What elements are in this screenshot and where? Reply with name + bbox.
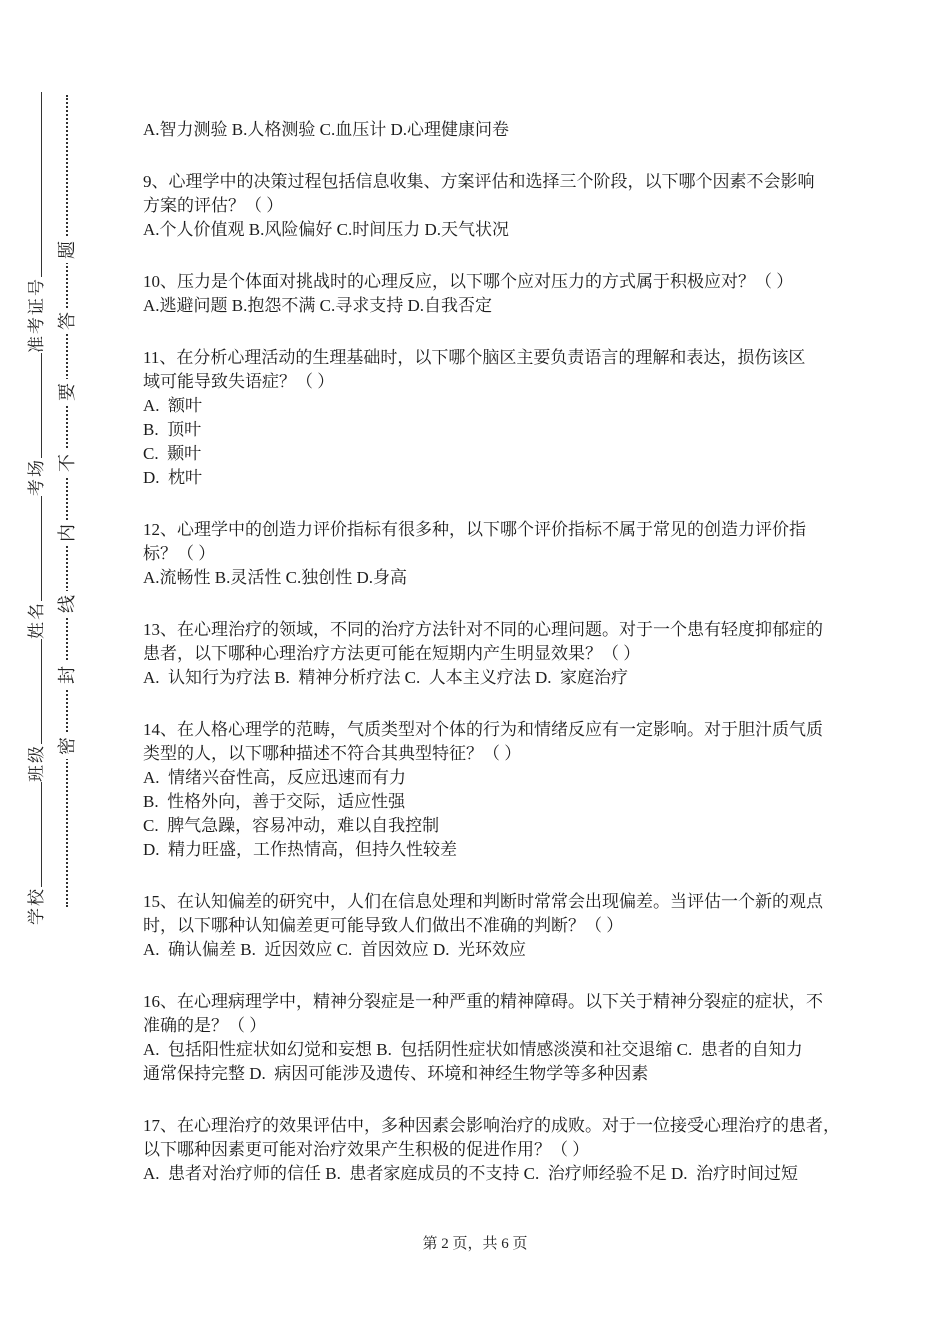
question-text-line: C. 脾气急躁，容易冲动，难以自我控制: [143, 816, 440, 835]
question-text-line: 13、在心理治疗的领域，不同的治疗方法针对不同的心理问题。对于一个患有轻度抑郁症的: [143, 620, 823, 639]
question-text-line: 10、压力是个体面对挑战时的心理反应，以下哪个应对压力的方式属于积极应对？（ ）: [143, 272, 794, 291]
question-text-line: 17、在心理治疗的效果评估中，多种因素会影响治疗的成败。对于一位接受心理治疗的患者，: [143, 1116, 840, 1135]
question-text-line: 类型的人，以下哪种描述不符合其典型特征？（ ）: [143, 744, 522, 763]
question-text-line: 通常保持完整 D. 病因可能涉及遗传、环境和神经生物学等多种因素: [143, 1064, 649, 1083]
question-text-line: B. 顶叶: [143, 420, 202, 439]
question-9: [143, 170, 918, 242]
student-field: [22, 496, 47, 639]
question-17: [143, 1114, 918, 1186]
question-text-line: A. 患者对治疗师的信任 B. 患者家庭成员的不支持 C. 治疗师经验不足 D. 治疗时间过短: [143, 1164, 798, 1183]
question-text-line: 准确的是？（ ）: [143, 1016, 267, 1035]
student-field-label: 考场: [27, 458, 46, 496]
question-text-line: A. 认知行为疗法 B. 精神分析疗法 C. 人本主义疗法 D. 家庭治疗: [143, 668, 628, 687]
question-text-line: 以下哪种因素更可能对治疗效果产生积极的促进作用？（ ）: [143, 1140, 590, 1159]
seal-line-char: 要: [54, 379, 80, 405]
seal-line: [57, 95, 77, 907]
question-13: [143, 618, 918, 690]
question-14: [143, 718, 918, 862]
question-text-line: D. 精力旺盛，工作热情高，但持久性较差: [143, 840, 458, 859]
seal-line-char: 不: [54, 450, 80, 476]
question-text-line: A. 额叶: [143, 396, 203, 415]
question-8-options: [143, 118, 918, 142]
question-text-line: 标？（ ）: [143, 544, 216, 563]
question-text-line: A. 情绪兴奋性高，反应迅速而有力: [143, 768, 407, 787]
student-field: [22, 639, 47, 782]
student-field-blank-line: [24, 782, 42, 887]
questions-area: [143, 118, 918, 1214]
question-text-line: 方案的评估？（ ）: [143, 196, 284, 215]
student-field: [22, 92, 47, 353]
student-info-fields: [22, 25, 48, 925]
question-text-line: A.个人价值观 B.风险偏好 C.时间压力 D.天气状况: [143, 220, 509, 239]
question-text-line: 域可能导致失语症？（ ）: [143, 372, 335, 391]
question-text-line: A.逃避问题 B.抱怨不满 C.寻求支持 D.自我否定: [143, 296, 492, 315]
question-text-line: 11、在分析心理活动的生理基础时，以下哪个脑区主要负责语言的理解和表达，损伤该区: [143, 348, 806, 367]
student-field: [22, 353, 47, 496]
seal-line-char: 线: [54, 591, 80, 617]
question-text-line: 16、在心理病理学中，精神分裂症是一种严重的精神障碍。以下关于精神分裂症的症状，不: [143, 992, 823, 1011]
question-12: [143, 518, 918, 590]
question-text-line: 9、心理学中的决策过程包括信息收集、方案评估和选择三个阶段，以下哪个因素不会影响: [143, 172, 815, 191]
question-text-line: B. 性格外向，善于交际，适应性强: [143, 792, 406, 811]
question-16: [143, 990, 918, 1086]
seal-line-char: 答: [54, 308, 80, 334]
student-field-label: 学校: [27, 887, 46, 925]
question-11: [143, 346, 918, 490]
student-field: [22, 782, 47, 925]
question-text-line: 15、在认知偏差的研究中，人们在信息处理和判断时常常会出现偏差。当评估一个新的观点: [143, 892, 823, 911]
student-field-blank-line: [24, 92, 42, 277]
question-text-line: 14、在人格心理学的范畴，气质类型对个体的行为和情绪反应有一定影响。对于胆汁质气质: [143, 720, 823, 739]
question-15: [143, 890, 918, 962]
student-field-blank-line: [24, 496, 42, 601]
question-text-line: A. 包括阳性症状如幻觉和妄想 B. 包括阴性症状如情感淡漠和社交退缩 C. 患者的自知力: [143, 1040, 803, 1059]
student-field-label: 准考证号: [27, 277, 46, 353]
question-10: [143, 270, 918, 318]
seal-line-char: 内: [54, 520, 80, 546]
student-field-label: 姓名: [27, 601, 46, 639]
student-field-blank-line: [24, 353, 42, 458]
page-footer: 第 2 页，共 6 页: [422, 1236, 528, 1252]
question-text-line: 时，以下哪种认知偏差更可能导致人们做出不准确的判断？（ ）: [143, 916, 624, 935]
question-text-line: C. 颞叶: [143, 444, 202, 463]
question-text-line: A.流畅性 B.灵活性 C.独创性 D.身高: [143, 568, 407, 587]
seal-line-char: 题: [54, 237, 80, 263]
question-text-line: 患者，以下哪种心理治疗方法更可能在短期内产生明显效果？（ ）: [143, 644, 641, 663]
question-text-line: D. 枕叶: [143, 468, 203, 487]
student-field-label: 班级: [27, 744, 46, 782]
seal-line-char: 封: [54, 662, 80, 688]
student-field-blank-line: [24, 639, 42, 744]
question-text-line: A.智力测验 B.人格测验 C.血压计 D.心理健康问卷: [143, 120, 509, 139]
seal-line-char: 密: [54, 733, 80, 759]
question-text-line: A. 确认偏差 B. 近因效应 C. 首因效应 D. 光环效应: [143, 940, 526, 959]
question-text-line: 12、心理学中的创造力评价指标有很多种，以下哪个评价指标不属于常见的创造力评价指: [143, 520, 806, 539]
